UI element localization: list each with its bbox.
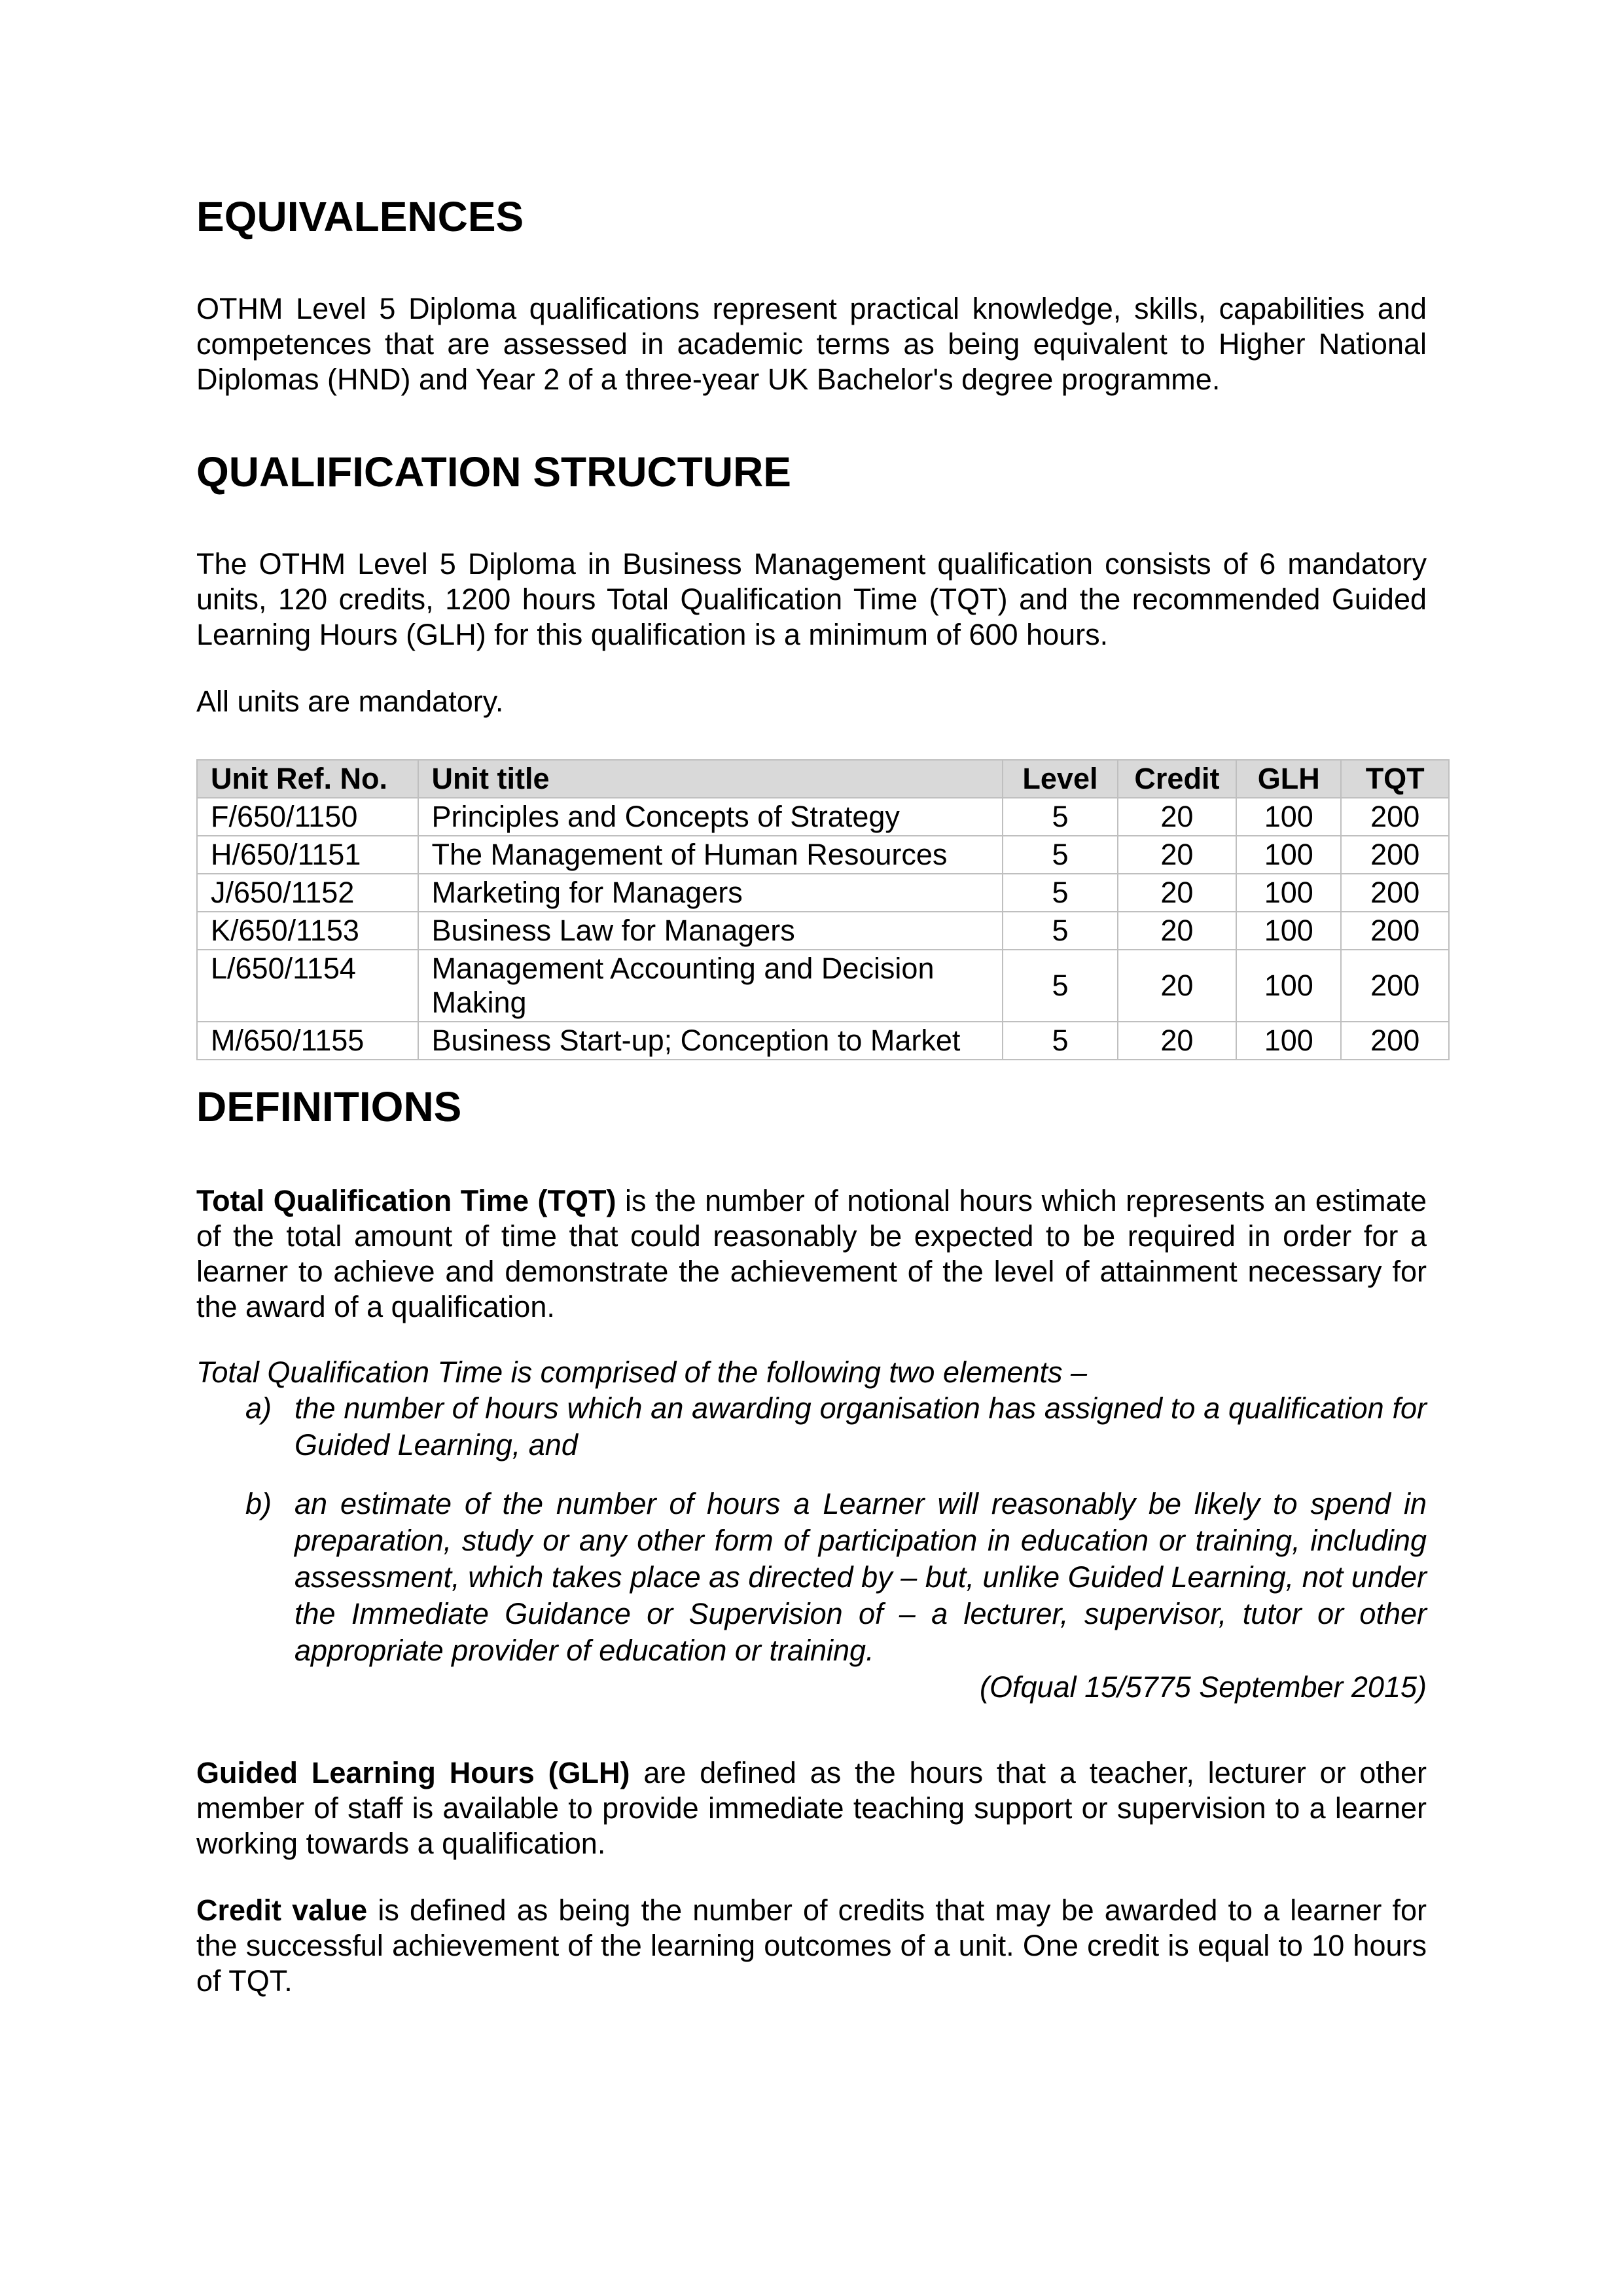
cell-unit-title: Business Start-up; Conception to Market [418,1022,1003,1060]
tqt-term: Total Qualification Time (TQT) [196,1184,616,1217]
tqt-elements-list [196,1390,1427,1706]
list-marker: a) [245,1391,272,1425]
units-table [196,759,1450,1060]
cell-level: 5 [1003,798,1118,836]
cell-glh: 100 [1236,798,1341,836]
structure-heading: QUALIFICATION STRUCTURE [196,448,791,495]
header-tqt: TQT [1341,760,1449,798]
header-glh: GLH [1236,760,1341,798]
tqt-definition [196,1183,1427,1325]
list-item-text: the number of hours which an awarding organisation has assigned to a qualification for Guided Learning, and [294,1391,1427,1462]
cell-credit: 20 [1118,836,1236,874]
list-item-text: an estimate of the number of hours a Learner will reasonably be likely to spend in preparation, study or any other form of participation in education or training, including assessment, which takes place as directed by – but, unlike Guided Learning, not under the Immediate Guidance or Supervision of – a lecturer, supervisor, tutor or other appropriate provider of education or training. [294,1487,1427,1667]
cell-unit-title: The Management of Human Resources [418,836,1003,874]
definitions-heading: DEFINITIONS [196,1083,462,1130]
cell-level: 5 [1003,836,1118,874]
cell-tqt: 200 [1341,912,1449,950]
cell-tqt: 200 [1341,1022,1449,1060]
table-row [197,1022,1449,1060]
tqt-intro: Total Qualification Time is comprised of the following two elements – [196,1355,1088,1389]
cell-unit-title: Management Accounting and Decision Making [418,950,1003,1022]
cell-level: 5 [1003,950,1118,1022]
cell-credit: 20 [1118,912,1236,950]
cell-unit-ref: H/650/1151 [197,836,418,874]
credit-body: is defined as being the number of credits that may be awarded to a learner for the successful achievement of the learning outcomes of a unit. One credit is equal to 10 hours of TQT. [196,1893,1427,1998]
cell-credit: 20 [1118,950,1236,1022]
equivalences-heading: EQUIVALENCES [196,193,524,240]
cell-glh: 100 [1236,836,1341,874]
header-level: Level [1003,760,1118,798]
cell-unit-ref: M/650/1155 [197,1022,418,1060]
table-row [197,798,1449,836]
equivalences-body: OTHM Level 5 Diploma qualifications represent practical knowledge, skills, capabilities and competences that are assessed in academic terms as being equivalent to Higher National Diplomas (HND) and Year 2 of a three-year UK Bachelor's degree programme. [196,292,1427,396]
cell-unit-title: Business Law for Managers [418,912,1003,950]
table-header-row [197,760,1449,798]
mandatory-note: All units are mandatory. [196,685,504,718]
list-item [196,1390,1427,1463]
citation: (Ofqual 15/5775 September 2015) [980,1670,1427,1704]
header-unit-ref: Unit Ref. No. [197,760,418,798]
cell-tqt: 200 [1341,950,1449,1022]
header-credit: Credit [1118,760,1236,798]
table-row [197,912,1449,950]
cell-credit: 20 [1118,874,1236,912]
cell-glh: 100 [1236,874,1341,912]
list-item [196,1486,1427,1669]
cell-unit-ref: J/650/1152 [197,874,418,912]
cell-unit-title: Principles and Concepts of Strategy [418,798,1003,836]
cell-glh: 100 [1236,912,1341,950]
credit-term: Credit value [196,1893,368,1927]
credit-definition [196,1893,1427,1999]
table-row [197,874,1449,912]
cell-tqt: 200 [1341,874,1449,912]
cell-level: 5 [1003,1022,1118,1060]
cell-unit-ref: L/650/1154 [197,950,418,1022]
glh-term: Guided Learning Hours (GLH) [196,1756,630,1789]
tqt-body: is the number of notional hours which represents an estimate of the total amount of time that could reasonably be expected to be required in order for a learner to achieve and demonstrate the achievement of the level of attainment necessary for the award of a qualification. [196,1184,1427,1323]
cell-glh: 100 [1236,1022,1341,1060]
cell-level: 5 [1003,912,1118,950]
table-row [197,950,1449,1022]
cell-tqt: 200 [1341,798,1449,836]
cell-glh: 100 [1236,950,1341,1022]
glh-definition [196,1755,1427,1861]
cell-credit: 20 [1118,798,1236,836]
cell-level: 5 [1003,874,1118,912]
table-row [197,836,1449,874]
header-unit-title: Unit title [418,760,1003,798]
cell-unit-ref: K/650/1153 [197,912,418,950]
glh-body: are defined as the hours that a teacher, lecturer or other member of staff is available to provide immediate teaching support or supervision to a learner working towards a qualification. [196,1756,1427,1860]
list-marker: b) [245,1487,272,1520]
cell-tqt: 200 [1341,836,1449,874]
cell-credit: 20 [1118,1022,1236,1060]
cell-unit-title: Marketing for Managers [418,874,1003,912]
cell-unit-ref: F/650/1150 [197,798,418,836]
structure-body: The OTHM Level 5 Diploma in Business Management qualification consists of 6 mandatory units, 120 credits, 1200 hours Total Qualification Time (TQT) and the recommended Guided Learning Hours (GLH) for this qualification is a minimum of 600 hours. [196,547,1427,651]
